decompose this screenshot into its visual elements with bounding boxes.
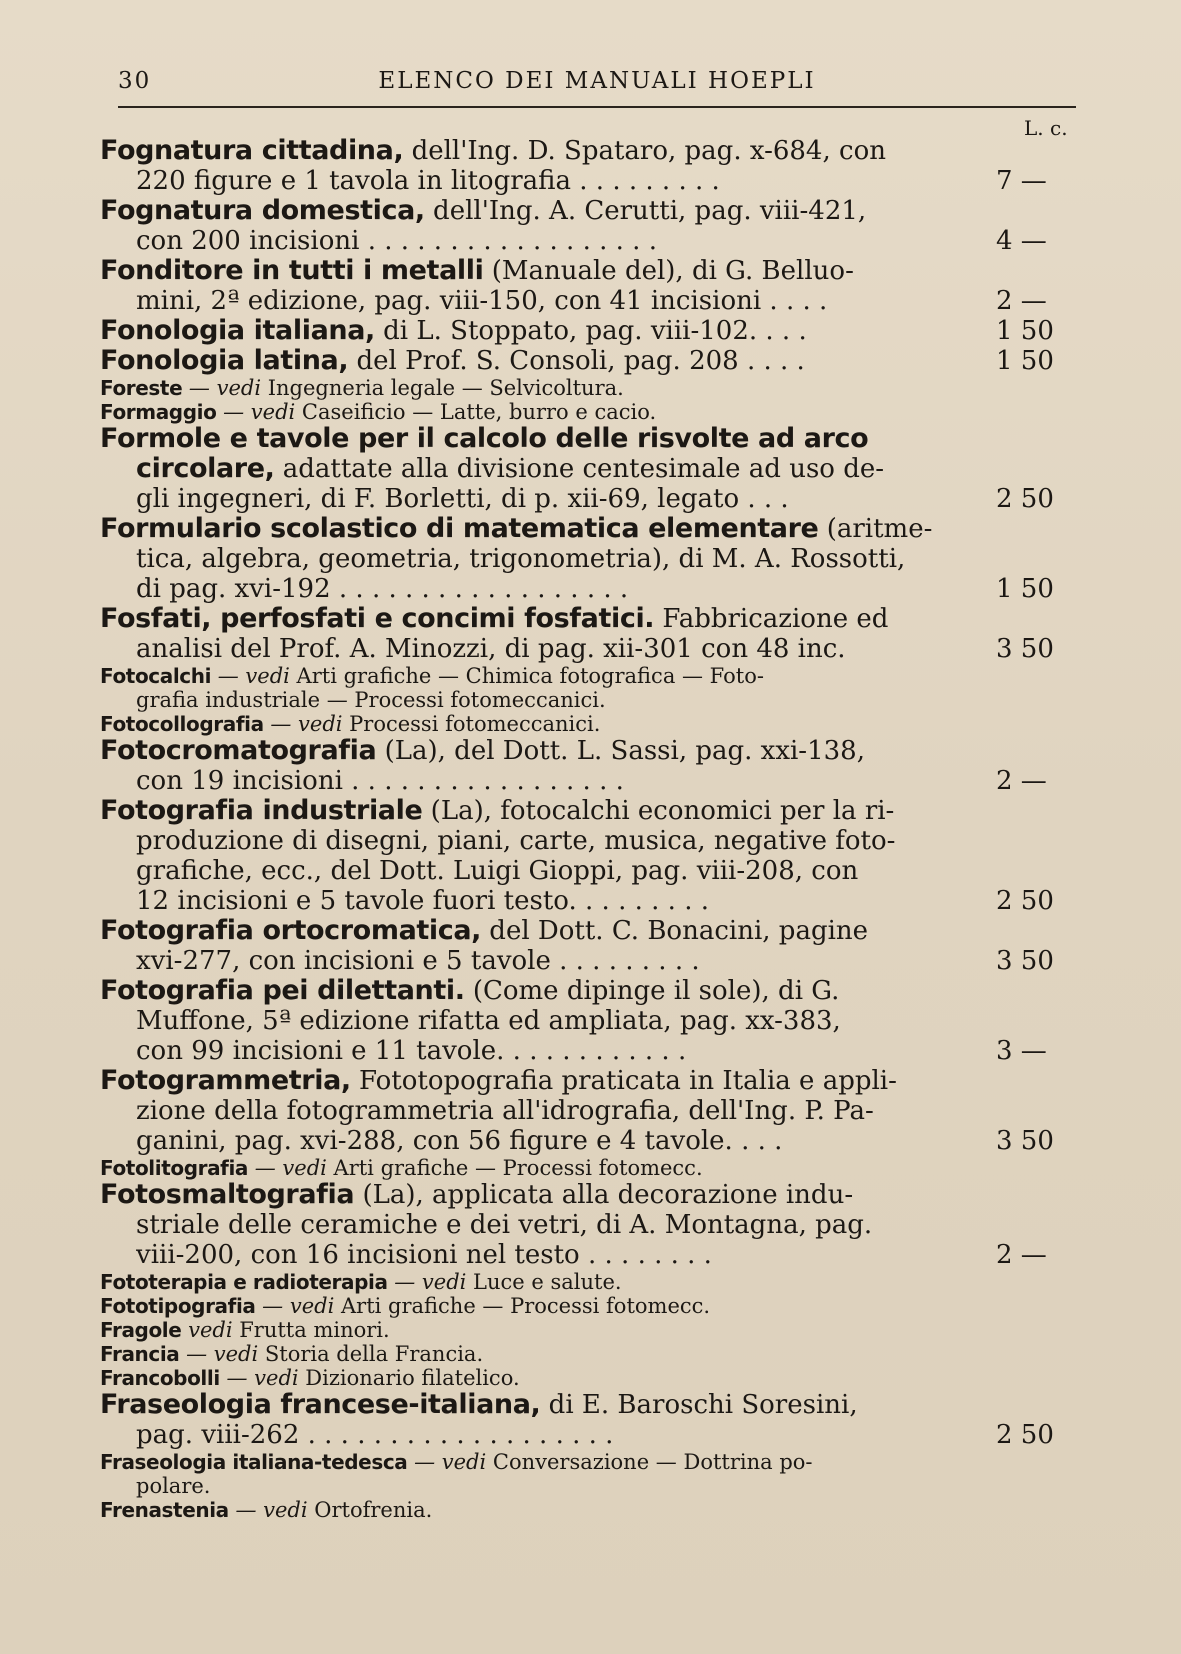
entry-text: con 19 incisioni . . . . . . . . . . . . . . . . .	[136, 766, 624, 796]
entry-text: (Come dipinge il sole), di G.	[464, 976, 840, 1006]
entry-text: dell'Ing. A. Cerutti, pag. viii-421,	[424, 196, 867, 226]
see-reference: — vedi	[211, 664, 297, 688]
entry-text: di L. Stoppato, pag. viii-102. . . .	[374, 316, 807, 346]
entry-title: Francia	[100, 1342, 180, 1366]
catalog-entry	[100, 976, 1080, 1066]
entry-title: Fognatura cittadina,	[100, 136, 404, 166]
cross-reference-entry	[100, 400, 1080, 424]
entry-text: Ortofrenia.	[314, 1498, 433, 1522]
entry-title: Frenastenia	[100, 1498, 229, 1522]
entry-text: zione della fotogrammetria all'idrografia, dell'Ing. P. Pa-	[136, 1096, 874, 1126]
entry-title: Formulario scolastico di matematica elementare	[100, 514, 819, 544]
entry-text: xvi-277, con incisioni e 5 tavole . . . . . . . . .	[136, 946, 700, 976]
catalog-entry	[100, 346, 1080, 376]
entry-price: 4 —	[996, 226, 1047, 256]
entry-title: Foreste	[100, 376, 183, 400]
entry-price: 2 50	[996, 886, 1054, 916]
see-reference: — vedi	[407, 1450, 493, 1474]
catalog-entry	[100, 796, 1080, 916]
entry-price: 2 50	[996, 484, 1054, 514]
entry-text: Dizionario filatelico.	[305, 1366, 520, 1390]
catalog-entry	[100, 736, 1080, 796]
see-reference: — vedi	[179, 1342, 265, 1366]
entry-title: Fotografia industriale	[100, 796, 423, 826]
catalog-entry	[100, 256, 1080, 316]
entry-text: (La), applicata alla decorazione indu-	[354, 1180, 854, 1210]
entry-text: Processi fotomeccanici.	[349, 712, 601, 736]
entry-title: Fotocollografia	[100, 712, 264, 736]
entry-text: analisi del Prof. A. Minozzi, di pag. xii-301 con 48 inc.	[136, 634, 846, 664]
entry-title: Fragole	[100, 1318, 182, 1342]
entry-price: 3 —	[996, 1036, 1047, 1066]
entry-price: 1 50	[996, 574, 1054, 604]
entry-text: ganini, pag. xvi-288, con 56 figure e 4 tavole. . . .	[136, 1126, 783, 1156]
entry-text: (aritme-	[818, 514, 933, 544]
see-reference: — vedi	[255, 1294, 341, 1318]
entry-text: adattate alla divisione centesimale ad uso de-	[274, 454, 885, 484]
entry-title: Fotografia ortocromatica,	[100, 916, 482, 946]
entry-text: grafiche, ecc., del Dott. Luigi Gioppi, pag. viii-208, con	[136, 856, 859, 886]
entry-text: grafia industriale — Processi fotomeccanici.	[136, 688, 606, 712]
catalog-entry	[100, 1180, 1080, 1270]
entry-title: Fototerapia e radioterapia	[100, 1270, 388, 1294]
entry-text: 220 figure e 1 tavola in litografia . . . . . . . . .	[136, 166, 720, 196]
entry-title: Francobolli	[100, 1366, 220, 1390]
cross-reference-entry	[100, 1294, 1080, 1318]
entry-price: 2 50	[996, 1420, 1054, 1450]
entry-text: Conversazione — Dottrina po-	[492, 1450, 813, 1474]
catalog-entry	[100, 424, 1080, 514]
entry-text: (La), fotocalchi economici per la ri-	[422, 796, 895, 826]
entry-text: Fabbricazione ed	[654, 604, 889, 634]
cross-reference-entry	[100, 1318, 1080, 1342]
entry-price: 1 50	[996, 316, 1054, 346]
currency-header: L. c.	[1024, 116, 1068, 140]
entry-text: del Dott. C. Bonacini, pagine	[481, 916, 869, 946]
catalog-entry	[100, 514, 1080, 604]
cross-reference-entry	[100, 1450, 1080, 1498]
entry-price: 7 —	[996, 166, 1047, 196]
cross-reference-entry	[100, 1366, 1080, 1390]
entry-title: Fotocromatografia	[100, 736, 377, 766]
see-reference: — vedi	[248, 1156, 334, 1180]
entry-price: 3 50	[996, 634, 1054, 664]
entry-text: del Prof. S. Consoli, pag. 208 . . . .	[348, 346, 805, 376]
entry-text: gli ingegneri, di F. Borletti, di p. xii-69, legato . . .	[136, 484, 789, 514]
entry-text: (La), del Dott. L. Sassi, pag. xxi-138,	[376, 736, 865, 766]
see-reference: — vedi	[387, 1270, 474, 1294]
entry-title: Fonologia italiana,	[100, 316, 375, 346]
header-rule	[118, 106, 1076, 108]
see-reference: — vedi	[263, 712, 350, 736]
entry-text: Arti grafiche — Processi fotomecc.	[340, 1294, 711, 1318]
entry-title: Fotografia pei dilettanti.	[100, 976, 465, 1006]
cross-reference-entry	[100, 1270, 1080, 1294]
cross-reference-entry	[100, 1156, 1080, 1180]
entry-text: mini, 2ª edizione, pag. viii-150, con 41 incisioni . . . .	[136, 286, 828, 316]
entry-title: Fotocalchi	[100, 664, 212, 688]
entry-title: Formaggio	[100, 400, 217, 424]
running-title: ELENCO DEI MANUALI HOEPLI	[378, 68, 816, 94]
page-header	[118, 68, 1076, 100]
entry-price: 3 50	[996, 1126, 1054, 1156]
cross-reference-entry	[100, 664, 1080, 712]
entry-text: viii-200, con 16 incisioni nel testo . . . . . . . .	[136, 1240, 712, 1270]
cross-reference-entry	[100, 376, 1080, 400]
entry-text: dell'Ing. D. Spataro, pag. x-684, con	[403, 136, 886, 166]
entry-text: Luce e salute.	[473, 1270, 622, 1294]
entry-text: striale delle ceramiche e dei vetri, di A. Montagna, pag.	[136, 1210, 873, 1240]
entry-title: Formole e tavole per il calcolo delle risvolte ad arco	[100, 424, 869, 454]
entry-text: tica, algebra, geometria, trigonometria), di M. A. Rossotti,	[136, 544, 906, 574]
entry-price: 2 —	[996, 1240, 1047, 1270]
entry-title: Fraseologia francese-italiana,	[100, 1390, 541, 1420]
entry-text: con 200 incisioni . . . . . . . . . . . . . . . . . .	[136, 226, 657, 256]
catalog-entries	[100, 136, 1080, 1522]
see-reference: vedi	[181, 1318, 240, 1342]
entry-title: Fotosmaltografia	[100, 1180, 355, 1210]
entry-text: Caseificio — Latte, burro e cacio.	[301, 400, 657, 424]
entry-title: Fosfati, perfosfati e concimi fosfatici.	[100, 604, 655, 634]
entry-text: 12 incisioni e 5 tavole fuori testo. . . . . . . . .	[136, 886, 709, 916]
entry-price: 2 —	[996, 286, 1047, 316]
cross-reference-entry	[100, 712, 1080, 736]
entry-text: Muffone, 5ª edizione rifatta ed ampliata, pag. xx-383,	[136, 1006, 841, 1036]
see-reference: — vedi	[228, 1498, 315, 1522]
entry-title: Fognatura domestica,	[100, 196, 425, 226]
page-number: 30	[118, 68, 152, 94]
entry-text: (Manuale del), di G. Belluo-	[483, 256, 854, 286]
catalog-entry	[100, 136, 1080, 196]
cross-reference-entry	[100, 1498, 1080, 1522]
catalog-entry	[100, 196, 1080, 256]
entry-text: di E. Baroschi Soresini,	[540, 1390, 858, 1420]
entry-text: Fototopografia praticata in Italia e appli-	[350, 1066, 897, 1096]
entry-title: Fonologia latina,	[100, 346, 349, 376]
entry-text: Ingegneria legale — Selvicoltura.	[267, 376, 624, 400]
entry-title: Fotolitografia	[100, 1156, 249, 1180]
cross-reference-entry	[100, 1342, 1080, 1366]
entry-text: di pag. xvi-192 . . . . . . . . . . . . . . . . . .	[136, 574, 629, 604]
catalog-entry	[100, 916, 1080, 976]
see-reference: — vedi	[216, 400, 302, 424]
entry-text: polare.	[136, 1474, 211, 1498]
catalog-entry	[100, 1066, 1080, 1156]
entry-text: produzione di disegni, piani, carte, musica, negative foto-	[136, 826, 896, 856]
entry-price: 2 —	[996, 766, 1047, 796]
catalog-entry	[100, 604, 1080, 664]
entry-title: Fraseologia italiana-tedesca	[100, 1450, 408, 1474]
entry-text: Arti grafiche — Processi fotomecc.	[333, 1156, 703, 1180]
entry-title: Fonditore in tutti i metalli	[100, 256, 484, 286]
entry-title: Fotogrammetria,	[100, 1066, 351, 1096]
entry-text: Frutta minori.	[239, 1318, 390, 1342]
entry-title: Fototipografia	[100, 1294, 256, 1318]
entry-text: Storia della Francia.	[264, 1342, 484, 1366]
catalog-entry	[100, 1390, 1080, 1450]
entry-text: con 99 incisioni e 11 tavole. . . . . . . . . . . .	[136, 1036, 687, 1066]
see-reference: — vedi	[219, 1366, 306, 1390]
entry-text: pag. viii-262 . . . . . . . . . . . . . . . . . . .	[136, 1420, 614, 1450]
entry-text: Arti grafiche — Chimica fotografica — Foto-	[296, 664, 764, 688]
entry-price: 1 50	[996, 346, 1054, 376]
see-reference: — vedi	[182, 376, 268, 400]
catalog-entry	[100, 316, 1080, 346]
entry-title: circolare,	[136, 454, 275, 484]
entry-price: 3 50	[996, 946, 1054, 976]
